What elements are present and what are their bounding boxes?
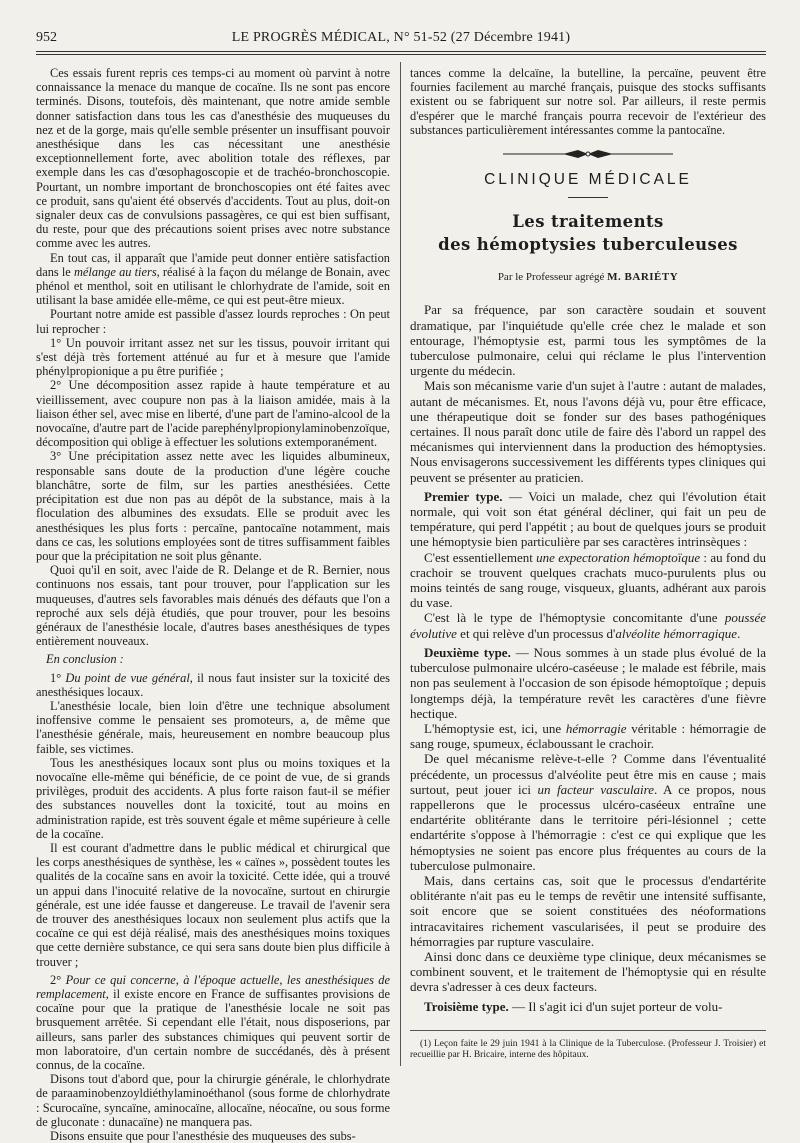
ornament-rule-icon (503, 147, 673, 161)
paragraph: L'anesthésie locale, bien loin d'être une technique absolument inoffensive comme le pensaient ses promoteurs, a, de même que l'anesthésie générale, mais, heureusement en nombre beaucoup plus faible, ses victimes. (36, 698, 390, 756)
paragraph: 2° Pour ce qui concerne, à l'époque actuelle, les anesthésiques de remplacement, il existe encore en France de suffisantes provisions de cocaïne pour que la pratique de l'anesthésie locale ne soit pas brusquement arrêtée. Si cependant elle l'était, nous disposerions, par ailleurs, sans parler des substances chimiques qui peuvent sortir de mon laboratoire, d'un certain nombre de succédanés, dès à présent connus, de la cocaïne. (36, 972, 390, 1073)
column-divider (400, 62, 401, 1066)
paragraph: Troisième type. — Il s'agit ici d'un sujet porteur de volu- (424, 998, 723, 1014)
header-rule-secondary (36, 54, 766, 55)
paragraph: De quel mécanisme relève-t-elle ? Comme dans l'éventualité précédente, un processus d'alvéolite peut être mis en cause ; mais surtout, peut jouer ici un facteur vasculaire. A ce propos, nous rappellerons que le processus ulcéro-caséeux entraîne une endartérite oblitérante dans le territoire péri-lésionnel ; cette endartérite s'oppose à l'hémorragie : c'est ce qui explique que les hémoptysies ne soient pas encore plus fréquentes au cours de la tuberculose pulmonaire. (410, 751, 766, 873)
paragraph: Ces essais furent repris ces temps-ci au moment où parvint à notre connaissance la menace du manque de cocaïne. Ils ne sont pas encore terminés. Disons, toutefois, dès maintenant, que notre amide semble donner satisfaction dans tous les cas d'anesthésie des muqueuses du nez et de la gorge, mais qu'elle semble présenter un insuffisant pouvoir anesthésique dans les cas nécessitant une anesthésie exceptionnellement forte, avec abolition totale des réflexes, par exemple dans les cas d'œsophagoscopie et de trachéo-bronchoscopie. Pourtant, un nombre important de bronchoscopies ont été faites avec ce produit, sans qu'aient été observés d'accidents. Tout au plus, doit-on signaler deux cas de convulsions passagères, ce qui est bien suffisant, du reste, pour que des précautions soient prises avec notre substance comme avec les autres. (36, 66, 390, 251)
paragraph: tances comme la delcaïne, la butelline, la percaïne, peuvent être fournies facilement au marché français, puisque des stocks suffisants existent ou se fabriquent sur notre sol. Par ailleurs, il reste permis d'espérer que le marché français pourra recevoir de l'extérieur des substances particulièrement intéressantes comme la pantocaïne. (410, 66, 766, 137)
footnote: (1) Leçon faite le 29 juin 1941 à la Clinique de la Tuberculose. (Professeur J. Troisier) et recueillie par H. Bricaire, interne des hôpitaux. (410, 1030, 766, 1061)
byline: Par le Professeur agrégé M. BARIÉTY (497, 271, 679, 284)
left-column (36, 66, 390, 1143)
paragraph: Quoi qu'il en soit, avec l'aide de R. Delange et de R. Bernier, nous continuons nos essais, tant pour trouver, pour l'application sur les muqueuses, d'autres sels favorables mais dénués des défauts que l'on a reproché aux sels déjà étudiés, que pour trouver, pour les besoins généraux de l'anesthésie locale, d'autres bases anesthésiques de types entièrement nouveaux. (36, 563, 390, 649)
paragraph: Ainsi donc dans ce deuxième type clinique, deux mécanismes se combinent souvent, et le traitement de l'hémoptysie qui en résulte devra s'adresser à ces deux facteurs. (410, 948, 766, 995)
header-rule (36, 51, 766, 52)
paragraph: C'est là le type de l'hémoptysie concomitante d'une poussée évolutive et qui relève d'un processus d'alvéolite hémorragique. (410, 610, 766, 641)
conclusion-heading: En conclusion : (46, 652, 124, 667)
paragraph: Mais, dans certains cas, soit que le processus d'endartérite oblitérante n'ait pas eu le temps de revêtir une intensité suffisante, soit encore que se soient constituées des néoformations intracavitaires richement vascularisées, il peut se produire des hémorragies par rupture vasculaire. (410, 872, 766, 949)
section-title: CLINIQUE MÉDICALE (484, 171, 692, 189)
paragraph: Tous les anesthésiques locaux sont plus ou moins toxiques et la novocaïne elle-même qui bénéficie, de ce point de vue, de si grands privilèges, produit des accidents. A plus forte raison faut-il se méfier des substances nouvelles dont la toxicité, tout au moins en administration rapide, est très souvent égale et même supérieure à celle de la cocaïne. (36, 755, 390, 841)
paragraph: L'hémoptysie est, ici, une hémorragie véritable : hémorragie de sang rouge, spumeux, éclaboussant le crachoir. (410, 720, 766, 752)
paragraph: En tout cas, il apparaît que l'amide peut donner entière satisfaction dans le mélange au tiers, réalisé à la façon du mélange de Bonain, avec phénol et menthol, soit en utilisant le chlorhydrate de l'amide, soit en utilisant la base amidée elle-même, ce qui est peut-être mieux. (36, 250, 391, 308)
article-body (410, 302, 766, 1013)
article-title: Les traitements des hémoptysies tuberculeuses (438, 212, 738, 255)
paragraph: C'est essentiellement une expectoration hémoptoïque : au fond du crachoir se trouvent quelques crachats muco-purulents plus ou moins teintés de sang rouge, visqueux, gluants, adhérant aux parois du vase. (410, 549, 766, 611)
paragraph: Il est courant d'admettre dans le public médical et chirurgical que les corps anesthésiques de synthèse, les « caïnes », possèdent toutes les qualités de la cocaïne sans en avoir la toxicité. Cette idée, qui a trouvé un appui dans l'inocuité relative de la novocaïne, surtout en chirurgie générale, est une idée fausse et dangereuse. Le travail de l'avenir sera de trouver des anesthésiques locaux non seulement plus actifs que la cocaïne ce qui est déjà réalisé, mais des anesthésiques moins toxiques que cette dernière substance, ce qui sera sans doute bien plus difficile à trouver ; (36, 840, 390, 969)
paragraph: Par sa fréquence, par son caractère soudain et souvent dramatique, par l'inquiétude qu'elle crée chez le malade et son entourage, l'hémoptysie est, parmi tous les symptômes de la tuberculose pulmonaire, celui qui réclame le plus l'intervention urgente du médecin. (410, 302, 766, 379)
paragraph: Disons tout d'abord que, pour la chirurgie générale, le chlorhydrate de paraaminobenzoyldiéthylaminoéthanol (sous forme de chlorhydrate : Scurocaïne, syncaïne, aminocaïne, allocaïne, néocaïne, ou sous forme de gluconate : dunacaïne) ne manquera pas. (36, 1072, 390, 1129)
paragraph: Mais son mécanisme varie d'un sujet à l'autre : autant de malades, autant de mécanismes. Et, nous l'avons déjà vu, pour être efficace, une thérapeutique doit se fonder sur des bases pathogéniques certaines. Il nous paraît donc utile de faire dès l'abord un rappel des mécanismes qui interviennent dans la production des hémoptysies. Nous envisagerons successivement les différents types cliniques qui peuvent se présenter au praticien. (410, 378, 766, 485)
paragraph: 1° Du point de vue général, il nous faut insister sur la toxicité des anesthésiques locaux. (36, 670, 390, 699)
page-number: 952 (36, 30, 57, 45)
right-column (410, 66, 766, 1061)
paragraph: 2° Une décomposition assez rapide à haute température et au vieillissement, avec coupure non pas à la liaison amidée, mais à la liaison éther sel, avec mise en liberté, d'une part de l'amino-alcool de la novocaïne, d'autre part de l'acide parephénylpropionylaminobenzoïque, décomposition qui oblige à effectuer les solutions extemporanément. (36, 378, 390, 450)
paragraph: 3° Une précipitation assez nette avec les liquides albumineux, responsable sans doute de la production d'une légère couche blanchâtre, sorte de film, sur les parties anesthésiées. Cette précipitation est due non pas au dépôt de la substance, mais à la floculation des albumines des exsudats. Elle se produit avec les anesthésiques les plus forts : percaïne, pantocaïne notamment, mais dans ce cas, les solutions employées sont de titres suffisamment faibles pour que la précipitation ne soit plus gênante. (36, 449, 390, 563)
paragraph: Disons ensuite que pour l'anesthésie des muqueuses des subs- (50, 1129, 356, 1143)
journal-running-title: LE PROGRÈS MÉDICAL, N° 51-52 (27 Décembre 1941) (231, 30, 571, 45)
paragraph: Deuxième type. — Nous sommes à un stade plus évolué de la tuberculose pulmonaire ulcéro-caséeuse ; le malade est fébrile, mais non pas seulement à l'occasion de son épisode hémoptoïque ; depuis longtemps déjà, la température revêt les caractères d'une fièvre hectique. (410, 644, 767, 721)
paragraph: Pourtant notre amide est passible d'assez lourds reproches : On peut lui reprocher : (36, 307, 390, 336)
ornament-divider (410, 147, 766, 167)
paragraph: Premier type. — Voici un malade, chez qui l'évolution était normale, qui voit son état général décliner, qui fait un peu de température, qui perd l'appétit ; au bout de quelques jours se produit une hémoptysie bien particulière par ses caractères intrinsèques : (410, 488, 766, 550)
paragraph: 1° Un pouvoir irritant assez net sur les tissus, pouvoir irritant qui s'est déjà très fortement atténué au fur et à mesure que l'amide phénylpropionique a pu être purifiée ; (36, 335, 390, 379)
title-rule (568, 197, 608, 198)
